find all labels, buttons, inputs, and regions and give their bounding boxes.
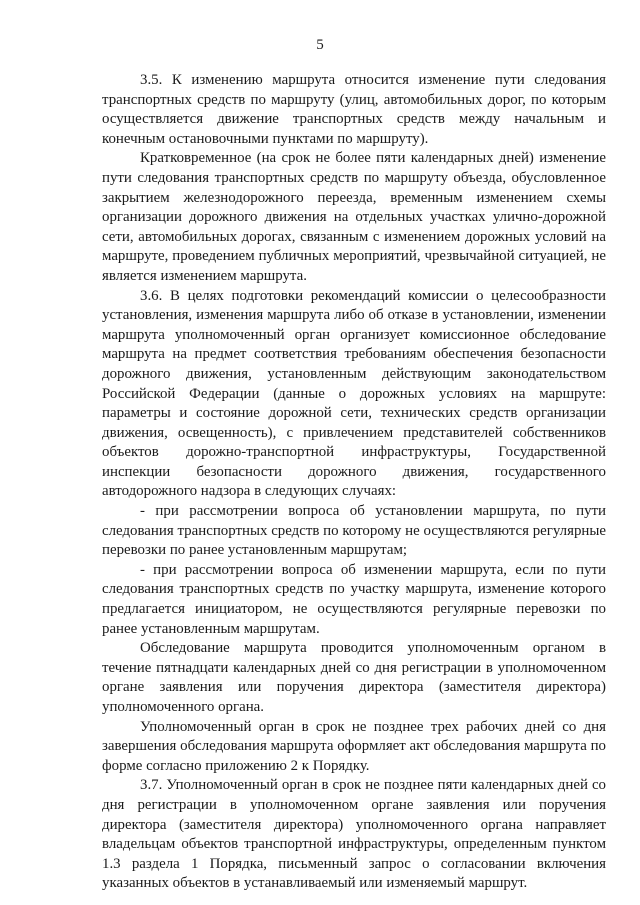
paragraph-3-5: 3.5. К изменению маршрута относится изменение пути следования транспортных средств по маршруту (улиц, автомобильных дорог, по которым осуществляется движение транспортных средств между начальным и конечным остановочными пунктами по маршруту). <box>102 72 606 147</box>
paragraph-inspection-act: Уполномоченный орган в срок не позднее трех рабочих дней со дня завершения обследования маршрута оформляет акт обследования маршрута по форме согласно приложению 2 к Порядку. <box>102 718 606 774</box>
page-number: 5 <box>316 37 324 53</box>
list-item-establishment: - при рассмотрении вопроса об установлении маршрута, по пути следования транспортных средств по которому не осуществляются регулярные перевозки по ранее установленным маршрутам; <box>102 503 606 559</box>
list-item-change: - при рассмотрении вопроса об изменении маршрута, если по пути следования транспортных средств по участку маршрута, изменение которого предлагается инициатором, не осуществляются регулярные перевозки по ранее установленным маршрутам. <box>102 561 606 637</box>
paragraph-inspection-period: Обследование маршрута проводится уполномоченным органом в течение пятнадцати календарных дней со дня регистрации в уполномоченном органе заявления или поручения директора (заместителя директора) уполномоченного органа. <box>102 640 606 715</box>
paragraph-3-6: 3.6. В целях подготовки рекомендаций комиссии о целесообразности установления, изменения маршрута либо об отказе в установлении, изменении маршрута уполномоченный орган организует комиссионное обследование маршрута на предмет соответствия требованиям обеспечения безопасности дорожного движения, установленным действующим законодательством Российской Федерации (данные о дорожных условиях на маршруте: параметры и состояние дорожной сети, технических средств организации движения, освещенность), с привлечением представителей собственников объектов дорожно-транспортной инфраструктуры, Государственной инспекции безопасности дорожного движения, государственного автодорожного надзора в следующих случаях: <box>102 287 606 500</box>
document-body <box>102 71 606 894</box>
paragraph-short-term-change: Кратковременное (на срок не более пяти календарных дней) изменение пути следования транспортных средств по маршруту объезда, обусловленное закрытием железнодорожного переезда, временным изменением схемы организации дорожного движения на отдельных участках улично-дорожной сети, автомобильных дорогах, связанным с изменением дорожных условий на маршруте, проведением публичных мероприятий, чрезвычайной ситуацией, не является изменением маршрута. <box>102 150 606 284</box>
paragraph-3-7: 3.7. Уполномоченный орган в срок не позднее пяти календарных дней со дня регистрации в уполномоченном органе заявления или поручения директора (заместителя директора) уполномоченного органа направляет владельцам объектов транспортной инфраструктуры, определенным пунктом 1.3 раздела 1 Порядка, письменный запрос о согласовании включения указанных объектов в устанавливаемый или изменяемый маршрут. <box>102 777 606 892</box>
